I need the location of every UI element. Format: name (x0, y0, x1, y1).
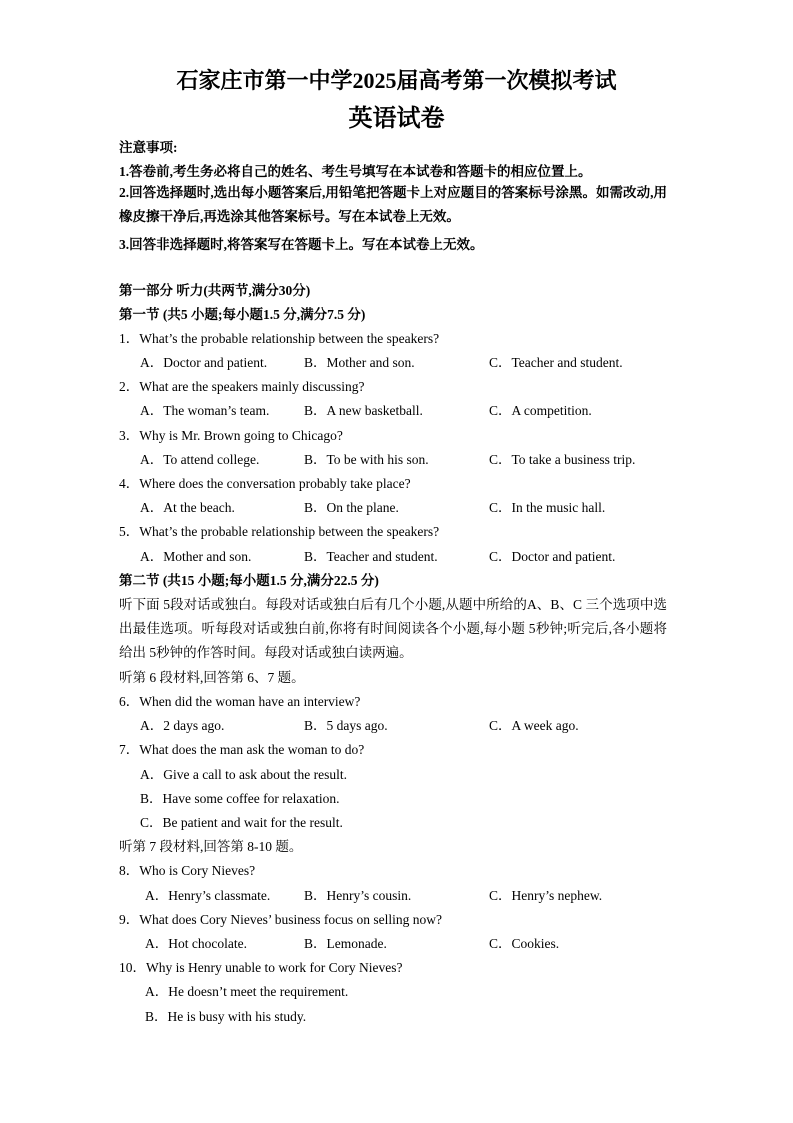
question-8-option-c: C．Henry’s nephew. (489, 888, 603, 903)
question-5-stem: 5．What’s the probable relationship between the speakers? (119, 524, 440, 539)
question-6-option-c: C．A week ago. (489, 718, 579, 733)
question-3-option-a: A．To attend college. (140, 452, 260, 467)
section2-heading: 第二节 (共15 小题;每小题1.5 分,满分22.5 分) (119, 573, 379, 588)
question-2-option-b: B．A new basketball. (304, 403, 423, 418)
question-3-option-b: B．To be with his son. (304, 452, 429, 467)
question-7-option-b: B．Have some coffee for relaxation. (140, 791, 340, 806)
question-10-option-a: A．He doesn’t meet the requirement. (145, 984, 349, 999)
question-1-option-b: B．Mother and son. (304, 355, 415, 370)
question-7-option-c: C．Be patient and wait for the result. (140, 815, 343, 830)
question-8-option-b: B．Henry’s cousin. (304, 888, 412, 903)
question-5-option-a: A．Mother and son. (140, 549, 252, 564)
question-6-stem: 6．When did the woman have an interview? (119, 694, 361, 709)
question-9-option-c: C．Cookies. (489, 936, 560, 951)
question-1-option-c: C．Teacher and student. (489, 355, 623, 370)
question-4-option-a: A．At the beach. (140, 500, 235, 515)
question-10-stem: 10．Why is Henry unable to work for Cory Nieves? (119, 960, 403, 975)
question-8-stem: 8．Who is Cory Nieves? (119, 863, 256, 878)
note-item-1: 1.答卷前,考生务必将自己的姓名、考生号填写在本试卷和答题卡的相应位置上。 (119, 164, 592, 179)
section2-intro: 听下面 5段对话或独白。每段对话或独白后有几个小题,从题中所给的A、B、C 三个选项中选出最佳选项。听每段对话或独白前,你将有时间阅读各个小题,每小题 5秒钟;听完后,各小题将给出 5秒钟的作答时间。每段对话或独白读两遍。 (119, 597, 667, 660)
question-2-option-c: C．A competition. (489, 403, 592, 418)
question-7-option-a: A．Give a call to ask about the result. (140, 767, 347, 782)
question-4-option-c: C．In the music hall. (489, 500, 606, 515)
question-7-stem: 7．What does the man ask the woman to do? (119, 742, 365, 757)
note-item-3: 3.回答非选择题时,将答案写在答题卡上。写在本试卷上无效。 (119, 237, 484, 252)
question-1-option-a: A．Doctor and patient. (140, 355, 268, 370)
note-item-2: 2.回答选择题时,选出每小题答案后,用铅笔把答题卡上对应题目的答案标号涂黑。如需改动,用橡皮擦干净后,再选涂其他答案标号。写在本试卷上无效。 (119, 185, 667, 224)
question-2-stem: 2．What are the speakers mainly discussing? (119, 379, 365, 394)
question-4-stem: 4．Where does the conversation probably take place? (119, 476, 411, 491)
question-3-option-c: C．To take a business trip. (489, 452, 636, 467)
question-2-option-a: A．The woman’s team. (140, 403, 270, 418)
exam-subtitle: 英语试卷 (348, 106, 445, 132)
question-5-option-b: B．Teacher and student. (304, 549, 438, 564)
exam-title: 石家庄市第一中学2025届高考第一次模拟考试 (176, 68, 617, 93)
question-10-option-b: B．He is busy with his study. (145, 1009, 307, 1024)
material-6-instruction: 听第 6 段材料,回答第 6、7 题。 (119, 670, 305, 685)
question-9-stem: 9．What does Cory Nieves’ business focus on selling now? (119, 912, 442, 927)
part1-heading: 第一部分 听力(共两节,满分30分) (119, 283, 311, 298)
question-6-option-b: B．5 days ago. (304, 718, 388, 733)
question-5-option-c: C．Doctor and patient. (489, 549, 616, 564)
question-1-stem: 1．What’s the probable relationship between the speakers? (119, 331, 440, 346)
notes-heading: 注意事项: (119, 140, 178, 155)
question-4-option-b: B．On the plane. (304, 500, 399, 515)
question-6-option-a: A．2 days ago. (140, 718, 225, 733)
section1-heading: 第一节 (共5 小题;每小题1.5 分,满分7.5 分) (119, 307, 366, 322)
question-3-stem: 3．Why is Mr. Brown going to Chicago? (119, 428, 343, 443)
question-8-option-a: A．Henry’s classmate. (145, 888, 271, 903)
question-9-option-a: A．Hot chocolate. (145, 936, 247, 951)
question-9-option-b: B．Lemonade. (304, 936, 387, 951)
material-7-instruction: 听第 7 段材料,回答第 8-10 题。 (119, 839, 303, 854)
